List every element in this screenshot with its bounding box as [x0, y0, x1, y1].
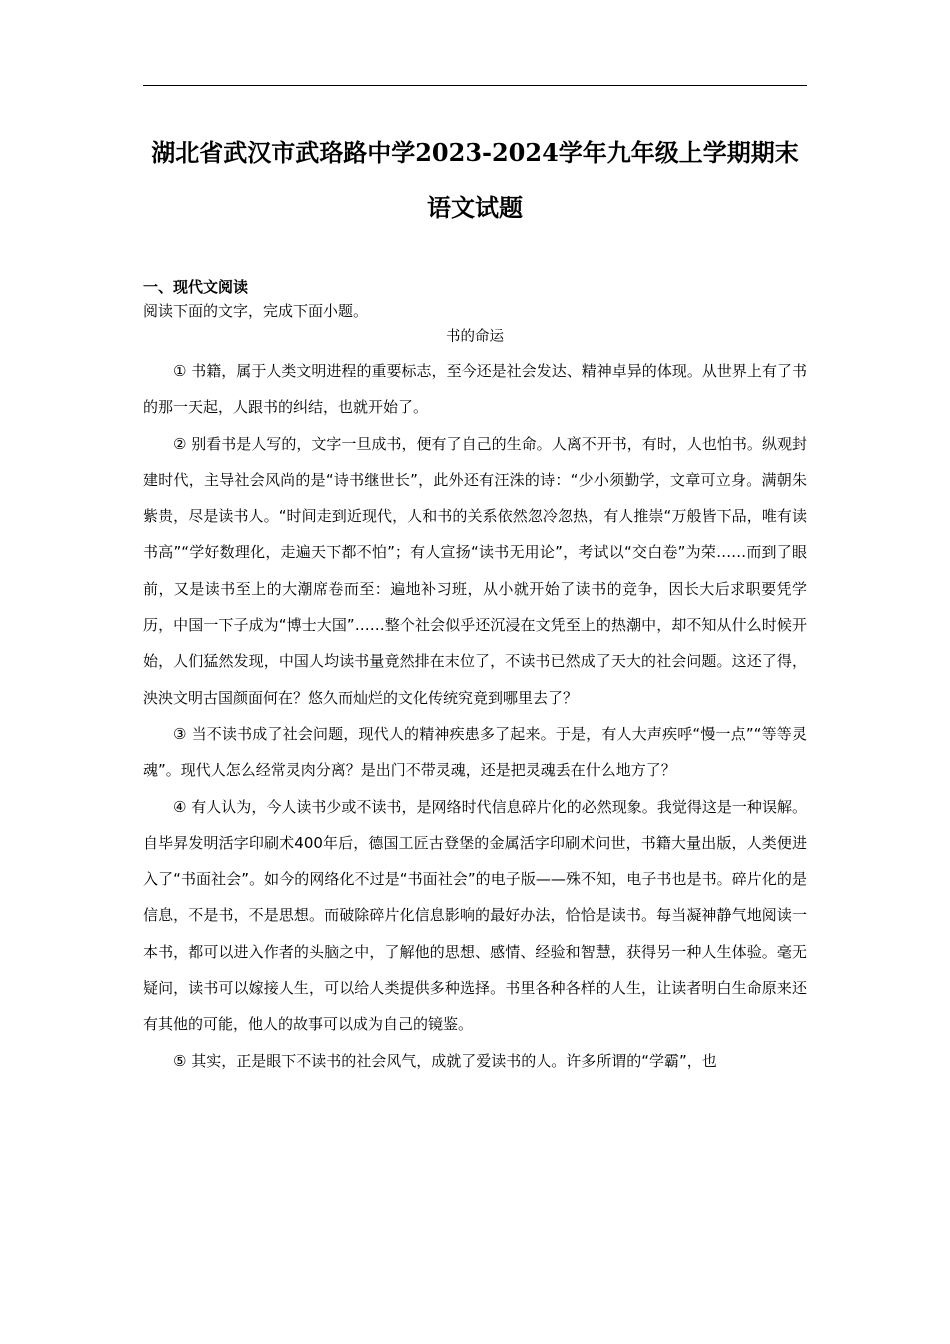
- section-heading: 一、现代文阅读: [143, 278, 249, 296]
- article-body: [143, 353, 807, 1079]
- paragraph-5: ⑤ 其实，正是眼下不读书的社会风气，成就了爱读书的人。许多所谓的“学霸”，也: [173, 1051, 717, 1070]
- header-rule: [143, 85, 807, 86]
- paragraph-1: ① 书籍，属于人类文明进程的重要标志，至今还是社会发达、精神卓异的体现。从世界上有了书的那一天起，人跟书的纠结，也就开始了。: [143, 362, 807, 417]
- paragraph-3: ③ 当不读书成了社会问题，现代人的精神疾患多了起来。于是，有人大声疾呼“慢一点”“等等灵魂”。现代人怎么经常灵肉分离？是出门不带灵魂，还是把灵魂丢在什么地方了？: [143, 724, 807, 780]
- paragraph-2: ② 别看书是人写的，文字一旦成书，便有了自己的生命。人离不开书，有时，人也怕书。纵观封建时代，主导社会风尚的是“诗书继世长”，此外还有汪洙的诗：“少小须勤学，文章可立身。满朝朱紫贵，尽是读书人。“时间走到近现代，人和书的关系依然忽冷忽热，有人推崇“万般皆下品，唯有读书高”“学好数理化，走遍天下都不怕”；有人宣扬“读书无用论”，考试以“交白卷”为荣……而到了眼前，又是读书至上的大潮席卷而至：遍地补习班，从小就开始了读书的竞争，因长大后求职要凭学历，中国一下子成为“博士大国”……整个社会似乎还沉浸在文凭至上的热潮中，却不知从什么时候开始，人们猛然发现，中国人均读书量竟然排在末位了，不读书已然成了天大的社会问题。这还了得，泱泱文明古国颜面何在？悠久而灿烂的文化传统究竟到哪里去了？: [143, 434, 807, 707]
- exam-title: 湖北省武汉市武珞路中学2023-2024学年九年级上学期期末语文试题: [151, 138, 799, 222]
- article-title: 书的命运: [446, 329, 504, 345]
- reading-instruction: 阅读下面的文字，完成下面小题。: [143, 302, 369, 320]
- paragraph-4: ④ 有人认为，今人读书少或不读书，是网络时代信息碎片化的必然现象。我觉得这是一种误解。自毕昇发明活字印刷术400年后，德国工匠古登堡的金属活字印刷术问世，书籍大量出版，人类便进入了“书面社会”。如今的网络化不过是“书面社会”的电子版——殊不知，电子书也是书。碎片化的是信息，不是书，不是思想。而破除碎片化信息影响的最好办法，恰恰是读书。每当凝神静气地阅读一本书，都可以进入作者的头脑之中，了解他的思想、感情、经验和智慧，获得另一种人生体验。毫无疑问，读书可以嫁接人生，可以给人类提供多种选择。书里各种各样的人生，让读者明白生命原来还有其他的可能，他人的故事可以成为自己的镜鉴。: [143, 797, 807, 1034]
